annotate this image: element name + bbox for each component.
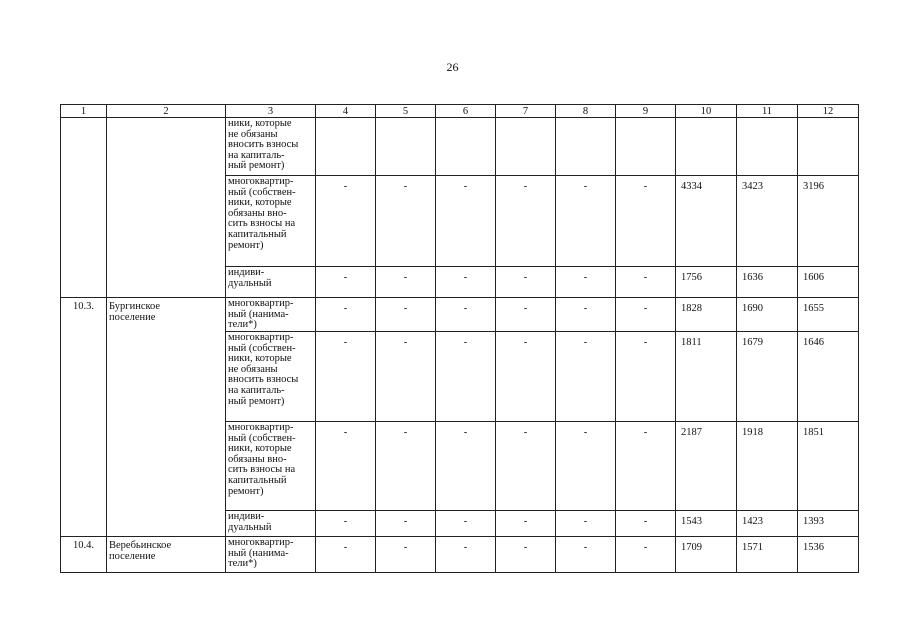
housing-type: индиви- дуальный: [226, 267, 316, 298]
empty-value-cell: -: [376, 332, 436, 422]
value-cell: [737, 118, 798, 176]
empty-value-cell: [556, 118, 616, 176]
value-cell: 1918: [737, 422, 798, 511]
row-number: 10.4.: [61, 537, 107, 573]
empty-value-cell: -: [436, 511, 496, 537]
empty-value-cell: -: [376, 176, 436, 267]
settlement-name: Бургинское поселение: [107, 298, 226, 537]
housing-type: многоквартир- ный (нанима- тели*): [226, 298, 316, 332]
empty-value-cell: -: [376, 537, 436, 573]
header-cell: 7: [496, 105, 556, 118]
value-cell: 1543: [676, 511, 737, 537]
empty-value-cell: -: [616, 176, 676, 267]
value-cell: 1756: [676, 267, 737, 298]
value-cell: 1536: [798, 537, 859, 573]
empty-value-cell: -: [316, 537, 376, 573]
value-cell: 1679: [737, 332, 798, 422]
empty-value-cell: -: [556, 176, 616, 267]
value-cell: 1709: [676, 537, 737, 573]
housing-type: многоквартир- ный (нанима- тели*): [226, 537, 316, 573]
empty-value-cell: -: [316, 422, 376, 511]
housing-type: многоквартир- ный (собствен- ники, которые обязаны вно- сить взносы на капитальный ремонт): [226, 422, 316, 511]
empty-value-cell: -: [616, 422, 676, 511]
value-cell: 1423: [737, 511, 798, 537]
value-cell: 1690: [737, 298, 798, 332]
header-cell: 8: [556, 105, 616, 118]
value-cell: 1811: [676, 332, 737, 422]
value-cell: 1828: [676, 298, 737, 332]
header-cell: 11: [737, 105, 798, 118]
empty-value-cell: -: [556, 298, 616, 332]
value-cell: 1851: [798, 422, 859, 511]
value-cell: 1571: [737, 537, 798, 573]
header-cell: 6: [436, 105, 496, 118]
empty-value-cell: -: [436, 176, 496, 267]
value-cell: 1646: [798, 332, 859, 422]
empty-value-cell: [376, 118, 436, 176]
empty-value-cell: -: [496, 176, 556, 267]
empty-value-cell: -: [556, 511, 616, 537]
settlement-name: Веребьинское поселение: [107, 537, 226, 573]
value-cell: 1636: [737, 267, 798, 298]
empty-value-cell: [496, 118, 556, 176]
empty-value-cell: -: [496, 537, 556, 573]
page-number: 26: [446, 60, 459, 74]
empty-value-cell: -: [376, 511, 436, 537]
empty-value-cell: -: [616, 298, 676, 332]
housing-type: многоквартир- ный (собствен- ники, которые обязаны вно- сить взносы на капитальный ремонт): [226, 176, 316, 267]
empty-value-cell: -: [436, 332, 496, 422]
empty-value-cell: -: [316, 332, 376, 422]
empty-value-cell: -: [496, 267, 556, 298]
header-cell: 4: [316, 105, 376, 118]
empty-value-cell: -: [556, 537, 616, 573]
housing-type: индиви- дуальный: [226, 511, 316, 537]
empty-value-cell: -: [616, 511, 676, 537]
value-cell: 3423: [737, 176, 798, 267]
settlement-name: [107, 118, 226, 298]
value-cell: 1393: [798, 511, 859, 537]
header-cell: 5: [376, 105, 436, 118]
empty-value-cell: -: [616, 267, 676, 298]
empty-value-cell: -: [496, 511, 556, 537]
empty-value-cell: -: [436, 422, 496, 511]
value-cell: [798, 118, 859, 176]
empty-value-cell: -: [556, 422, 616, 511]
header-cell: 12: [798, 105, 859, 118]
empty-value-cell: -: [376, 422, 436, 511]
row-number: 10.3.: [61, 298, 107, 537]
housing-type: многоквартир- ный (собствен- ники, которые не обязаны вносить взносы на капиталь- ный ремонт): [226, 332, 316, 422]
empty-value-cell: -: [496, 422, 556, 511]
empty-value-cell: -: [436, 298, 496, 332]
empty-value-cell: -: [616, 332, 676, 422]
empty-value-cell: -: [316, 511, 376, 537]
empty-value-cell: -: [316, 267, 376, 298]
empty-value-cell: -: [496, 298, 556, 332]
empty-value-cell: [616, 118, 676, 176]
header-cell: 1: [61, 105, 107, 118]
empty-value-cell: -: [316, 298, 376, 332]
header-cell: 9: [616, 105, 676, 118]
header-cell: 10: [676, 105, 737, 118]
value-cell: 2187: [676, 422, 737, 511]
value-cell: 1606: [798, 267, 859, 298]
empty-value-cell: -: [436, 267, 496, 298]
empty-value-cell: -: [376, 298, 436, 332]
table-row: [61, 298, 859, 332]
housing-type: ники, которые не обязаны вносить взносы на капиталь- ный ремонт): [226, 118, 316, 176]
header-cell: 3: [226, 105, 316, 118]
table-row: [61, 118, 859, 176]
empty-value-cell: -: [616, 537, 676, 573]
empty-value-cell: [436, 118, 496, 176]
empty-value-cell: [316, 118, 376, 176]
value-cell: 4334: [676, 176, 737, 267]
value-cell: 3196: [798, 176, 859, 267]
row-number: [61, 118, 107, 298]
tariff-table: [60, 104, 859, 573]
empty-value-cell: -: [556, 332, 616, 422]
empty-value-cell: -: [556, 267, 616, 298]
empty-value-cell: -: [436, 537, 496, 573]
header-cell: 2: [107, 105, 226, 118]
empty-value-cell: -: [496, 332, 556, 422]
empty-value-cell: -: [376, 267, 436, 298]
value-cell: [676, 118, 737, 176]
empty-value-cell: -: [316, 176, 376, 267]
value-cell: 1655: [798, 298, 859, 332]
table-row: [61, 537, 859, 573]
header-row: [61, 105, 859, 118]
